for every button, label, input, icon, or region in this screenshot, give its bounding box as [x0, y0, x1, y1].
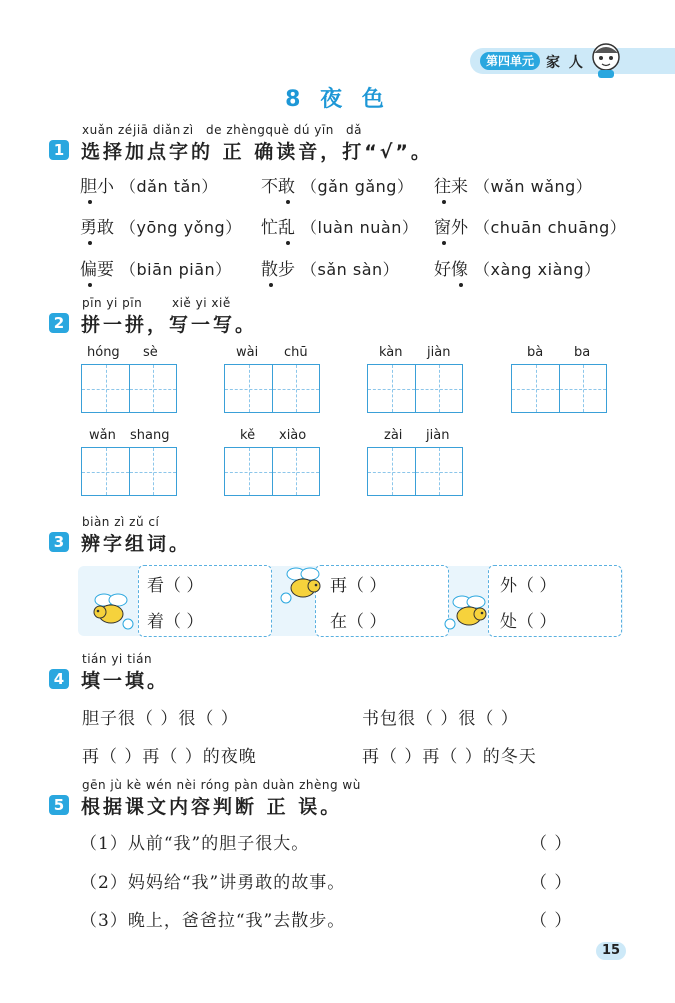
q3-number: 3 — [49, 532, 69, 552]
cartoon-boy-icon — [588, 41, 624, 79]
lesson-name: 夜 色 — [320, 87, 390, 112]
q2-pinyin: pīn yi pīn — [82, 296, 143, 310]
q1-word: 散步 — [261, 260, 295, 280]
writing-grid[interactable] — [367, 364, 463, 413]
q4-pinyin: tián yi tián — [82, 652, 153, 666]
q3-item[interactable]: 看（ ） — [147, 576, 204, 596]
q2-number: 2 — [49, 313, 69, 333]
q1-title: 选择加点字的 正 确读音，打“√”。 — [81, 141, 433, 163]
q1-word: 往来 — [434, 177, 468, 197]
q1-options: （biān piān） — [120, 260, 232, 279]
q1-word: 勇敢 — [80, 218, 114, 238]
q4-line[interactable]: 再（ ）再（ ）的冬天 — [362, 747, 537, 767]
q3-item[interactable]: 再（ ） — [330, 576, 387, 596]
q4-line[interactable]: 再（ ）再（ ）的夜晚 — [82, 747, 257, 767]
unit-title: 家 人 — [546, 55, 585, 71]
q4-line[interactable]: 书包很（ ）很（ ） — [362, 709, 519, 729]
q1-word: 不敢 — [261, 177, 295, 197]
q3-pinyin: biàn zì zǔ cí — [82, 515, 160, 529]
q1-options: （chuān chuāng） — [474, 218, 627, 237]
writing-grid[interactable] — [224, 447, 320, 496]
writing-grid[interactable] — [511, 364, 607, 413]
q5-statement: （1）从前“我”的胆子很大。 — [80, 834, 310, 854]
q1-pinyin: jiā diǎn — [133, 123, 181, 137]
grid-pinyin: jiàn — [426, 428, 450, 443]
q1-item — [80, 255, 232, 280]
q5-statement: （2）妈妈给“我”讲勇敢的故事。 — [80, 873, 346, 893]
grid-pinyin: chū — [284, 345, 308, 360]
q1-options: （sǎn sàn） — [301, 260, 400, 279]
q1-word: 胆小 — [80, 177, 114, 197]
grid-pinyin: zài — [384, 428, 403, 443]
bee-icon — [440, 592, 498, 636]
q1-item — [434, 213, 626, 238]
q2-title: 拼一拼，写一写。 — [81, 314, 258, 336]
q1-options: （dǎn tǎn） — [120, 177, 218, 196]
q1-pinyin: xuǎn zé — [82, 123, 133, 137]
q5-pinyin: gēn jù kè wén nèi róng pàn duàn zhèng wù — [82, 778, 361, 792]
q1-item — [261, 172, 413, 197]
grid-pinyin: wài — [236, 345, 259, 360]
grid-pinyin: kàn — [379, 345, 403, 360]
q1-options: （luàn nuàn） — [301, 218, 419, 237]
grid-pinyin: bà — [527, 345, 544, 360]
q1-item — [434, 255, 601, 280]
q5-title: 根据课文内容判断 正 误。 — [81, 796, 343, 818]
grid-pinyin: shang — [130, 428, 170, 443]
q2-pinyin: xiě yi xiě — [172, 296, 231, 310]
q1-item — [80, 213, 242, 238]
grid-pinyin: jiàn — [427, 345, 451, 360]
grid-pinyin: sè — [143, 345, 158, 360]
grid-pinyin: xiào — [279, 428, 307, 443]
writing-grid[interactable] — [81, 447, 177, 496]
q4-line[interactable]: 胆子很（ ）很（ ） — [82, 709, 239, 729]
q1-options: （yōng yǒng） — [120, 218, 242, 237]
q1-item — [261, 255, 399, 280]
page-number: 15 — [601, 943, 621, 958]
q3-item[interactable]: 在（ ） — [330, 612, 387, 632]
grid-pinyin: kě — [240, 428, 256, 443]
writing-grid[interactable] — [224, 364, 320, 413]
bee-icon — [274, 564, 332, 608]
q1-item — [261, 213, 418, 238]
q1-word: 偏要 — [80, 260, 114, 280]
grid-pinyin: hóng — [87, 345, 120, 360]
q1-options: （wǎn wǎng） — [474, 177, 593, 196]
q5-statement: （3）晚上，爸爸拉“我”去散步。 — [80, 911, 346, 931]
q1-word: 忙乱 — [261, 218, 295, 238]
q3-item[interactable]: 处（ ） — [500, 612, 557, 632]
q1-item — [434, 172, 592, 197]
grid-pinyin: ba — [574, 345, 591, 360]
unit-label: 第四单元 — [480, 52, 540, 70]
q1-options: （xàng xiàng） — [474, 260, 601, 279]
q1-options: （gǎn gǎng） — [301, 177, 414, 196]
q1-pinyin: de zhèngquè dú yīn — [206, 123, 334, 137]
lesson-title — [0, 82, 675, 113]
q1-number: 1 — [49, 140, 69, 160]
q1-item — [80, 172, 218, 197]
q5-answer-blank[interactable]: （ ） — [530, 911, 573, 931]
q1-word: 窗外 — [434, 218, 468, 238]
lesson-number: 8 — [285, 87, 307, 112]
grid-pinyin: wǎn — [89, 428, 116, 443]
q4-number: 4 — [49, 669, 69, 689]
q5-answer-blank[interactable]: （ ） — [530, 873, 573, 893]
q3-title: 辨字组词。 — [81, 533, 192, 555]
q1-word: 好像 — [434, 260, 468, 280]
q4-title: 填一填。 — [81, 670, 170, 692]
q5-number: 5 — [49, 795, 69, 815]
bee-icon — [82, 590, 140, 634]
q3-item[interactable]: 着（ ） — [147, 612, 204, 632]
q1-pinyin: zì — [183, 123, 194, 137]
q5-answer-blank[interactable]: （ ） — [530, 834, 573, 854]
q3-item[interactable]: 外（ ） — [500, 576, 557, 596]
writing-grid[interactable] — [81, 364, 177, 413]
q1-pinyin: dǎ — [346, 123, 362, 137]
writing-grid[interactable] — [367, 447, 463, 496]
